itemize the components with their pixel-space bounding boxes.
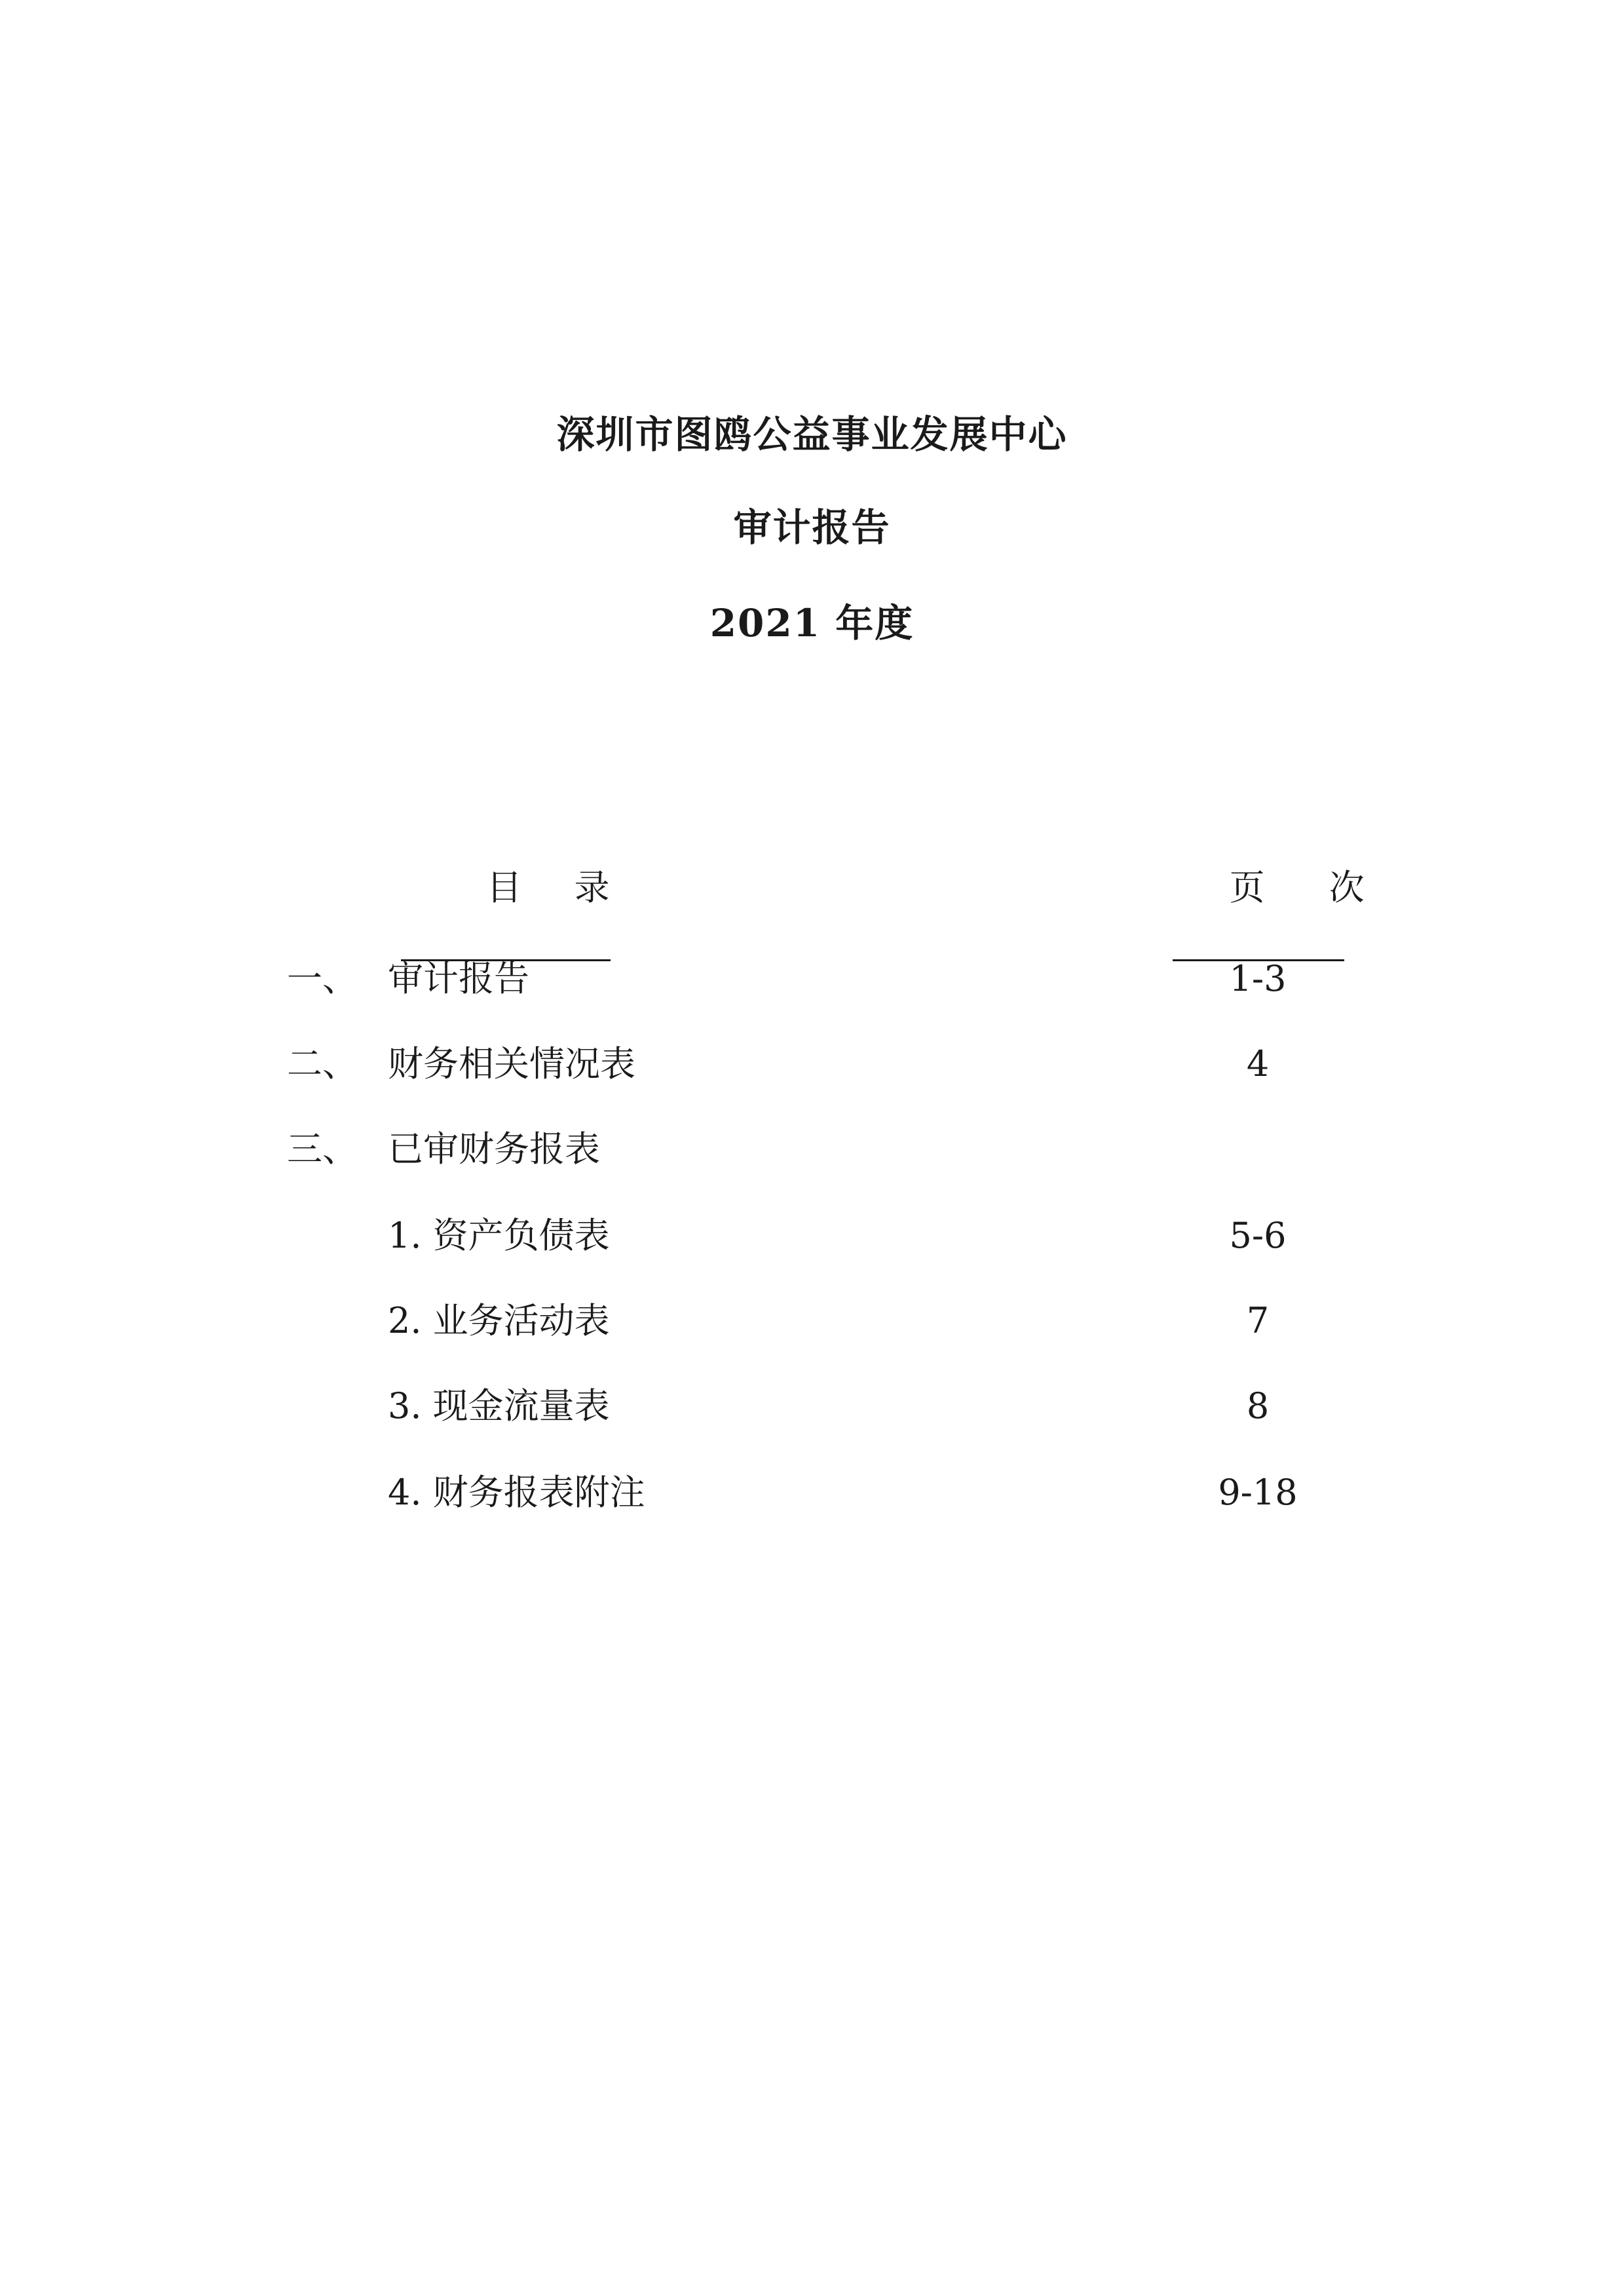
toc-subrow-label: 4. 财务报表附注 bbox=[388, 1472, 645, 1513]
page-heading bbox=[1173, 819, 1365, 961]
toc-subrow-page: 7 bbox=[1246, 1300, 1270, 1341]
toc-row-number: 二、 bbox=[287, 1043, 358, 1084]
report-title: 审计报告 bbox=[733, 505, 891, 550]
toc-row bbox=[0, 953, 1624, 1005]
toc-row-label: 审计报告 bbox=[388, 958, 529, 999]
toc-subrow-page: 5-6 bbox=[1229, 1215, 1287, 1256]
contents-heading-char-2: 录 bbox=[574, 867, 610, 908]
toc-row-page: 1-3 bbox=[1229, 958, 1287, 999]
toc-row-label: 已审财务报表 bbox=[388, 1128, 600, 1170]
toc-row-page: 4 bbox=[1246, 1043, 1270, 1084]
contents-heading-char-1: 目 bbox=[486, 867, 522, 908]
toc-row bbox=[0, 1123, 1624, 1176]
toc-subrow-label: 3. 现金流量表 bbox=[388, 1385, 610, 1426]
toc-subrow bbox=[0, 1210, 1624, 1262]
toc-subrow bbox=[0, 1380, 1624, 1432]
page-heading-char-1: 页 bbox=[1229, 867, 1265, 908]
toc-subrow-label: 1. 资产负债表 bbox=[388, 1215, 610, 1256]
toc-subrow-page: 8 bbox=[1246, 1385, 1270, 1426]
toc-row-number: 三、 bbox=[287, 1128, 358, 1170]
report-year: 2021 年度 bbox=[709, 601, 915, 645]
toc-row-number: 一、 bbox=[287, 958, 358, 999]
organization-name: 深圳市图鸥公益事业发展中心 bbox=[556, 412, 1068, 457]
toc-subrow-label: 2. 业务活动表 bbox=[388, 1300, 610, 1341]
contents-heading bbox=[401, 819, 611, 961]
toc-subrow-page: 9-18 bbox=[1218, 1472, 1298, 1513]
toc-subrow bbox=[0, 1466, 1624, 1519]
toc-subrow bbox=[0, 1295, 1624, 1347]
toc-row bbox=[0, 1038, 1624, 1090]
toc-row-label: 财务相关情况表 bbox=[388, 1043, 635, 1084]
page-heading-char-2: 次 bbox=[1329, 867, 1365, 908]
